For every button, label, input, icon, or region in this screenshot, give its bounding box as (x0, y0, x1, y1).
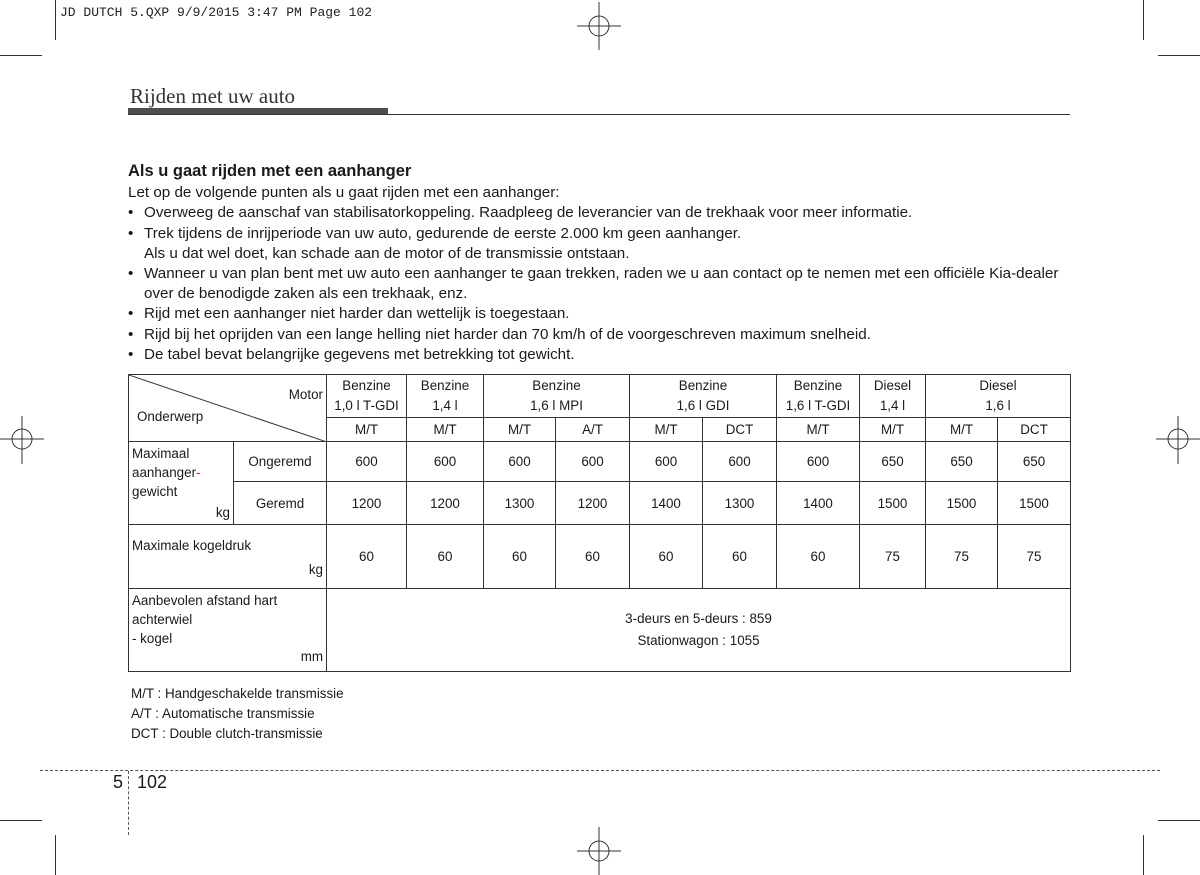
bullet-dot: • (128, 345, 134, 363)
bullet-text: Overweeg de aanschaf van stabilisatorkoppeling. Raadpleeg de leverancier van de trekhaak voor meer informatie. (144, 204, 913, 222)
crop-mark-top-left-h (0, 55, 42, 56)
crop-mark-bottom-left-v (55, 835, 56, 875)
trailer-weight-label-2: aanhanger (132, 465, 197, 480)
bullet-dot: • (128, 204, 134, 222)
braked-value: 1200 (327, 482, 407, 525)
braked-value: 1400 (630, 482, 703, 525)
unbraked-value: 600 (556, 442, 630, 482)
transmission-cell: M/T (327, 418, 407, 442)
crop-mark-top-right-v (1143, 0, 1144, 40)
distance-unit: mm (300, 649, 323, 664)
ball-load-value: 60 (327, 525, 407, 589)
crop-mark-top-left-v (55, 0, 56, 40)
corner-subject-label: Onderwerp (137, 409, 204, 424)
transmission-cell: M/T (777, 418, 860, 442)
bullet-item (128, 304, 1078, 324)
ball-load-value: 60 (703, 525, 777, 589)
transmission-cell: DCT (998, 418, 1071, 442)
bullet-dot: • (128, 325, 134, 343)
engine-header (484, 375, 630, 418)
braked-value: 1300 (484, 482, 556, 525)
engine-header (407, 375, 484, 418)
ball-load-value: 60 (777, 525, 860, 589)
ball-load-value: 60 (484, 525, 556, 589)
unbraked-value: 600 (484, 442, 556, 482)
registration-mark-bottom (573, 827, 625, 875)
page-number: 102 (137, 772, 168, 792)
engine-fuel: Benzine (678, 378, 728, 393)
trailer-weight-label-1: Maximaal (132, 446, 190, 461)
bullet-list (128, 203, 1078, 365)
heading: Als u gaat rijden met een aanhanger (128, 162, 412, 180)
ball-load-value: 75 (926, 525, 998, 589)
header-rule (128, 114, 1070, 115)
engine-header (777, 375, 860, 418)
note-line: M/T : Handgeschakelde transmissie (131, 686, 344, 701)
transmission-cell: DCT (703, 418, 777, 442)
ball-load-value: 60 (407, 525, 484, 589)
note-line: DCT : Double clutch-transmissie (131, 726, 323, 741)
footer-dashed-rule (40, 770, 1160, 771)
braked-value: 1200 (407, 482, 484, 525)
intro-text: Let op de volgende punten als u gaat rijden met een aanhanger: (128, 184, 560, 202)
transmission-cell: M/T (926, 418, 998, 442)
engine-size: 1,4 l (879, 398, 906, 413)
abbreviation-notes (131, 684, 344, 744)
bullet-item (128, 325, 1078, 345)
unbraked-label: Ongeremd (234, 442, 327, 482)
distance-label-1: Aanbevolen afstand hart (132, 593, 278, 608)
engine-header (926, 375, 1071, 418)
registration-mark-left (0, 412, 46, 468)
bullet-dot: • (128, 305, 134, 323)
trailer-weight-label-3: gewicht (132, 484, 178, 499)
ball-load-value: 75 (998, 525, 1071, 589)
engine-fuel: Benzine (342, 378, 391, 393)
registration-mark-top (573, 2, 625, 54)
note-line: A/T : Automatische transmissie (131, 706, 315, 721)
trailer-weight-label-cell (129, 442, 234, 525)
transmission-cell: M/T (484, 418, 556, 442)
braked-value: 1400 (777, 482, 860, 525)
trailer-spec-table (128, 374, 1071, 672)
bullet-text: Rijd bij het oprijden van een lange helling niet harder dan 70 km/h of de voorgeschreven maximum snelheid. (144, 325, 871, 343)
bullet-text: Wanneer u van plan bent met uw auto een aanhanger te gaan trekken, raden we u aan contact op te nemen met een officiële Kia-dealer over de benodigde zaken als een trekhaak, enz. (144, 265, 1059, 303)
distance-value-cell (327, 589, 1071, 672)
print-slug: JD DUTCH 5.QXP 9/9/2015 3:47 PM Page 102 (60, 5, 373, 20)
ball-load-label: Maximale kogeldruk (132, 538, 252, 553)
footer-dashed-divider (128, 771, 129, 835)
engine-fuel: Diesel (873, 378, 912, 393)
distance-value-1: 3-deurs en 5-deurs : 859 (625, 611, 772, 626)
engine-fuel: Benzine (420, 378, 470, 393)
ball-load-label-cell (129, 525, 327, 589)
engine-fuel: Benzine (793, 378, 843, 393)
bullet-dot: • (128, 224, 134, 242)
distance-label-cell (129, 589, 327, 672)
engine-size: 1,6 l (985, 398, 1011, 413)
braked-value: 1500 (926, 482, 998, 525)
header-accent-bar (128, 108, 388, 114)
transmission-cell: M/T (630, 418, 703, 442)
unbraked-value: 600 (777, 442, 860, 482)
ball-load-value: 75 (860, 525, 926, 589)
section-title: Rijden met uw auto (130, 84, 296, 108)
bullet-text: De tabel bevat belangrijke gegevens met betrekking tot gewicht. (144, 345, 575, 363)
unbraked-value: 600 (630, 442, 703, 482)
corner-motor-label: Motor (288, 387, 323, 402)
bullet-subtext: Als u dat wel doet, kan schade aan de motor of de transmissie ontstaan. (144, 244, 630, 262)
engine-fuel: Diesel (979, 378, 1017, 393)
unbraked-value: 600 (327, 442, 407, 482)
bullet-item (128, 345, 1078, 365)
braked-value: 1300 (703, 482, 777, 525)
bullet-text: Trek tijdens de inrijperiode van uw auto, gedurende de eerste 2.000 km geen aanhanger. (144, 224, 742, 242)
page-chapter: 5 (113, 772, 124, 792)
trailer-weight-unit: kg (215, 505, 230, 520)
braked-value: 1500 (860, 482, 926, 525)
bullet-dot: • (128, 265, 134, 283)
transmission-cell: A/T (556, 418, 630, 442)
crop-mark-bottom-left-h (0, 820, 42, 821)
ball-load-value: 60 (630, 525, 703, 589)
ball-load-value: 60 (556, 525, 630, 589)
table-corner-cell (129, 375, 327, 442)
distance-value-2: Stationwagon : 1055 (637, 633, 760, 648)
engine-size: 1,6 l GDI (676, 398, 730, 413)
braked-value: 1500 (998, 482, 1071, 525)
transmission-cell: M/T (860, 418, 926, 442)
crop-mark-top-right-h (1158, 55, 1200, 56)
braked-value: 1200 (556, 482, 630, 525)
bullet-item (128, 264, 1078, 304)
unbraked-value: 650 (998, 442, 1071, 482)
braked-label: Geremd (234, 482, 327, 525)
bullet-item (128, 203, 1078, 223)
crop-mark-bottom-right-h (1158, 820, 1200, 821)
distance-label-2: achterwiel (132, 612, 193, 627)
unbraked-value: 650 (860, 442, 926, 482)
engine-size: 1,6 l T-GDI (785, 398, 851, 413)
engine-header (327, 375, 407, 418)
bullet-item (128, 224, 1078, 264)
trailer-weight-label-dash: - (196, 465, 201, 480)
registration-mark-right (1154, 412, 1200, 468)
distance-label-3: - kogel (132, 631, 173, 646)
engine-header (630, 375, 777, 418)
transmission-cell: M/T (407, 418, 484, 442)
engine-size: 1,0 l T-GDI (334, 398, 399, 413)
unbraked-value: 650 (926, 442, 998, 482)
unbraked-value: 600 (407, 442, 484, 482)
bullet-text: Rijd met een aanhanger niet harder dan wettelijk is toegestaan. (144, 305, 570, 323)
engine-size: 1,4 l (432, 398, 458, 413)
crop-mark-bottom-right-v (1143, 835, 1144, 875)
body-text (128, 161, 1078, 365)
ball-load-unit: kg (308, 562, 323, 577)
unbraked-value: 600 (703, 442, 777, 482)
engine-size: 1,6 l MPI (530, 398, 583, 413)
engine-fuel: Benzine (532, 378, 581, 393)
engine-header (860, 375, 926, 418)
